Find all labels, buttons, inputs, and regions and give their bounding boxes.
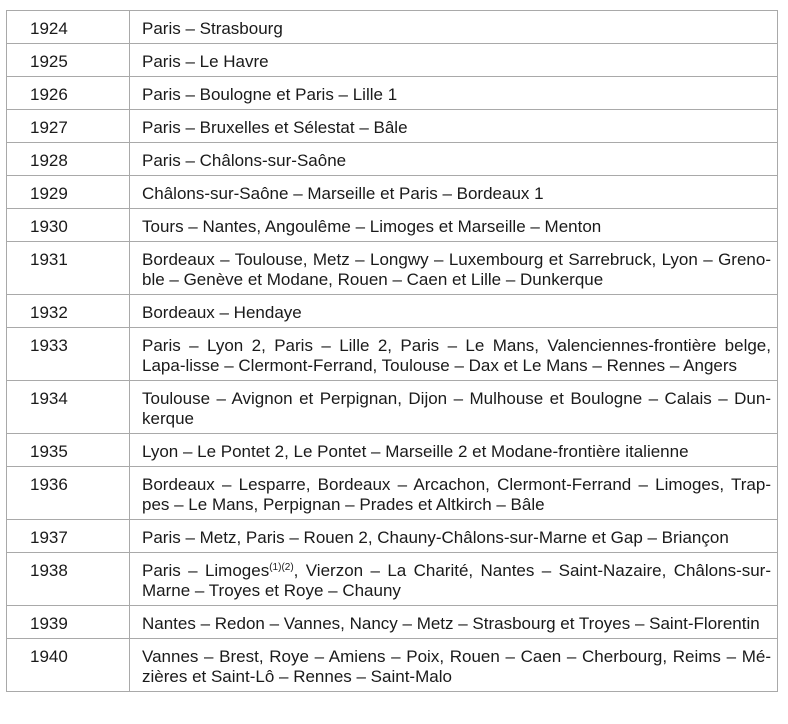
table-row (7, 295, 778, 328)
lines-cell: Bordeaux – Toulouse, Metz – Longwy – Luxembourg et Sarrebruck, Lyon – Greno-ble – Genève et Modane, Rouen – Caen et Lille – Dunkerque (130, 242, 778, 295)
year-cell: 1938 (7, 553, 130, 606)
table-row (7, 77, 778, 110)
table-row (7, 209, 778, 242)
lines-cell: Paris – Châlons-sur-Saône (130, 143, 778, 176)
table-row (7, 143, 778, 176)
table-row (7, 44, 778, 77)
electrification-table (6, 10, 778, 692)
lines-cell: Toulouse – Avignon et Perpignan, Dijon – Mulhouse et Boulogne – Calais – Dun-kerque (130, 381, 778, 434)
table-row (7, 639, 778, 692)
table-row (7, 381, 778, 434)
year-cell: 1925 (7, 44, 130, 77)
lines-cell: Tours – Nantes, Angoulême – Limoges et Marseille – Menton (130, 209, 778, 242)
lines-cell: Nantes – Redon – Vannes, Nancy – Metz – Strasbourg et Troyes – Saint-Florentin (130, 606, 778, 639)
lines-cell: Bordeaux – Lesparre, Bordeaux – Arcachon, Clermont-Ferrand – Limoges, Trap-pes – Le Mans, Perpignan – Prades et Altkirch – Bâle (130, 467, 778, 520)
table-row (7, 110, 778, 143)
lines-cell: Lyon – Le Pontet 2, Le Pontet – Marseille 2 et Modane-frontière italienne (130, 434, 778, 467)
table-row (7, 434, 778, 467)
year-cell: 1928 (7, 143, 130, 176)
year-cell: 1933 (7, 328, 130, 381)
year-cell: 1924 (7, 11, 130, 44)
year-cell: 1935 (7, 434, 130, 467)
year-cell: 1940 (7, 639, 130, 692)
year-cell: 1939 (7, 606, 130, 639)
lines-cell: Paris – Strasbourg (130, 11, 778, 44)
table-row (7, 11, 778, 44)
year-cell: 1929 (7, 176, 130, 209)
footnote-reference: (1)(2) (269, 562, 294, 573)
table-row (7, 328, 778, 381)
table-row (7, 176, 778, 209)
lines-cell: Paris – Boulogne et Paris – Lille 1 (130, 77, 778, 110)
year-cell: 1932 (7, 295, 130, 328)
lines-text-before: Paris – Limoges (142, 561, 270, 580)
table-row (7, 467, 778, 520)
lines-text-after: , Vierzon – La Charité, Nantes – Saint-Nazaire, Châlons-sur-Marne – Troyes et Roye – Chauny (142, 561, 772, 600)
year-cell: 1934 (7, 381, 130, 434)
table-row (7, 606, 778, 639)
lines-cell: Paris – Bruxelles et Sélestat – Bâle (130, 110, 778, 143)
table-row (7, 242, 778, 295)
year-cell: 1937 (7, 520, 130, 553)
table-row (7, 553, 778, 606)
lines-cell: Vannes – Brest, Roye – Amiens – Poix, Rouen – Caen – Cherbourg, Reims – Mé-zières et Saint-Lô – Rennes – Saint-Malo (130, 639, 778, 692)
year-cell: 1926 (7, 77, 130, 110)
year-cell: 1930 (7, 209, 130, 242)
lines-cell: Paris – Le Havre (130, 44, 778, 77)
lines-cell: Châlons-sur-Saône – Marseille et Paris – Bordeaux 1 (130, 176, 778, 209)
table-row (7, 520, 778, 553)
lines-cell: Paris – Lyon 2, Paris – Lille 2, Paris – Le Mans, Valenciennes-frontière belge, Lapa-lisse – Clermont-Ferrand, Toulouse – Dax et Le Mans – Rennes – Angers (130, 328, 778, 381)
lines-cell: Bordeaux – Hendaye (130, 295, 778, 328)
year-cell: 1927 (7, 110, 130, 143)
lines-cell (130, 553, 778, 606)
lines-cell: Paris – Metz, Paris – Rouen 2, Chauny-Châlons-sur-Marne et Gap – Briançon (130, 520, 778, 553)
year-cell: 1936 (7, 467, 130, 520)
year-cell: 1931 (7, 242, 130, 295)
